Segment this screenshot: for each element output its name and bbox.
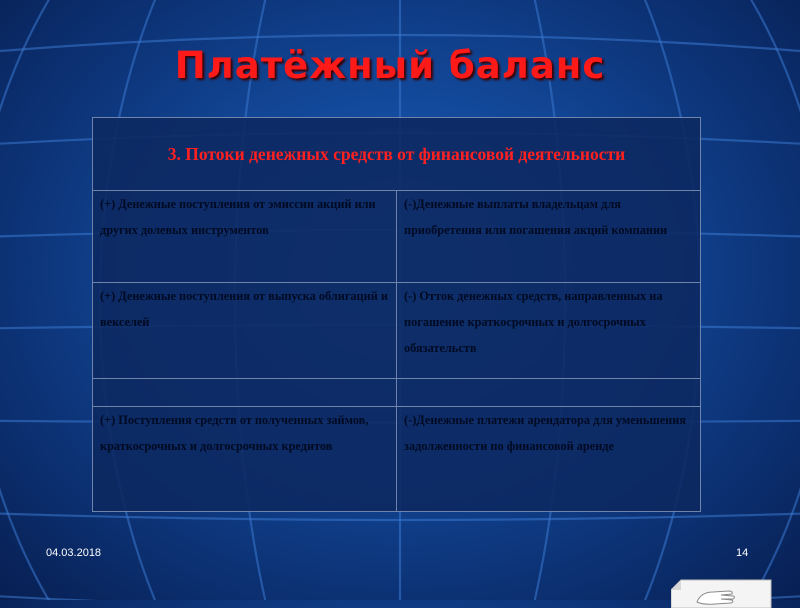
table-row [93,407,701,512]
outflow-cell: (-)Денежные выплаты владельцам для приобретения или погашения акций компании [397,191,701,283]
outflow-cell [397,379,701,407]
hand-icon[interactable] [671,578,773,608]
outflow-cell: (-) Отток денежных средств, направленных на погашение краткосрочных и долгосрочных обязательств [397,283,701,379]
table-header: 3. Потоки денежных средств от финансовой деятельности [93,118,701,191]
inflow-cell: (+) Поступления средств от полученных займов, краткосрочных и долгосрочных кредитов [93,407,397,512]
table-row [93,191,701,283]
financial-flows-table [92,117,701,512]
slide-title: Платёжный баланс [174,44,606,87]
outflow-cell: (-)Денежные платежи арендатора для уменьшения задолженности по финансовой аренде [397,407,701,512]
page-number: 14 [736,547,749,559]
footer-date: 04.03.2018 [46,547,102,559]
inflow-cell: (+) Денежные поступления от выпуска облигаций и векселей [93,283,397,379]
table-header-row [93,118,701,191]
inflow-cell: (+) Денежные поступления от эмиссии акций или других долевых инструментов [93,191,397,283]
inflow-cell [93,379,397,407]
table-row-empty [93,379,701,407]
table-row [93,283,701,379]
